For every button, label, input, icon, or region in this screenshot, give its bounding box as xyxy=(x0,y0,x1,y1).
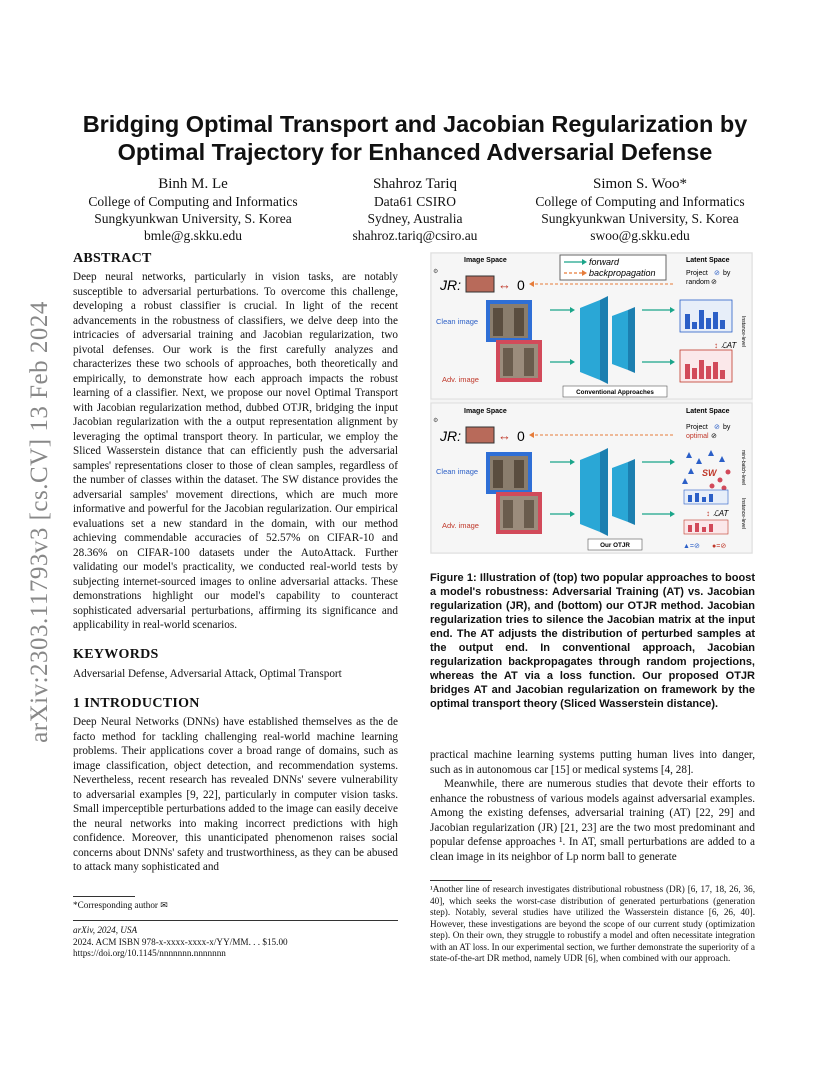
svg-text:⊘: ⊘ xyxy=(714,424,720,431)
sw-label: SW xyxy=(702,468,717,478)
keywords-text: Adversarial Defense, Adversarial Attack, Optimal Transport xyxy=(73,667,342,680)
footnote-rule-right xyxy=(430,880,492,881)
figure-1 xyxy=(430,252,753,554)
author-2: Shahroz Tariq Data61 CSIRO Sydney, Australia shahroz.tariq@csiro.au xyxy=(352,176,478,243)
svg-text:by: by xyxy=(723,270,731,277)
bottom-instance-level: Instance-level xyxy=(740,498,746,529)
bottom-gear-icon: ⚙ xyxy=(433,418,439,424)
top-encoder-block-1 xyxy=(580,300,600,380)
svg-text:optimal: optimal xyxy=(686,433,709,440)
svg-text:▲=⊘: ▲=⊘ xyxy=(683,543,700,550)
top-lat-label: ℒAT xyxy=(721,341,737,350)
bottom-jr-label: JR: xyxy=(440,428,461,444)
top-arrow-icon: ↔ xyxy=(498,277,511,292)
top-encoder-block-2 xyxy=(612,310,628,370)
bottom-adv-label: Adv. image xyxy=(442,521,479,530)
right-paragraph-2: Meanwhile, there are numerous studies that devote their efforts to enhance the robustness of various models against adversarial examples. Among the existing defenses, adversarial training (AT) [22, 29] and Jacobian regularization (JR) [21, 23] are the two most predominant and popular defense approaches ¹. In AT, small perturbations are added to a clean image in its neighbor of Lp norm ball to generate xyxy=(430,778,755,863)
keywords-heading: KEYWORDS xyxy=(73,646,159,662)
svg-text:⊘: ⊘ xyxy=(714,270,720,277)
top-project-random-text-1: Project xyxy=(686,270,708,277)
acm-footer: arXiv, 2024, USA 2024. ACM ISBN 978-x-xxxx-xxxx-x/YY/MM. . . $15.00 https://doi.org/10.1145/nnnnnnn.nnnnnnn xyxy=(73,925,288,958)
bottom-encoder-block-1 xyxy=(580,452,600,532)
footnote-1: ¹Another line of research investigates distributional robustness (DR) [6, 17, 18, 26, 36, 40], which seeks the worst-case distribution of generated perturbations (generation step). Notably, several studies have utilized the Wasserstein distance [6, 26, 40]. However, these investigations are beyond the scope of our current study (optimization step). On their own, they struggle to robustify a model and often necessitate integration with an AT loss. In our experimental section, we further demonstrate the superiority of a state-of-the-art DR method, namely UDR [6], when combined with our approach. xyxy=(430,884,755,963)
bottom-zero: 0 xyxy=(517,428,525,444)
top-image-space-label: Image Space xyxy=(464,257,507,264)
corresponding-note: *Corresponding author ✉ xyxy=(73,900,168,910)
svg-text:↕: ↕ xyxy=(706,509,710,518)
bottom-latent-space-label: Latent Space xyxy=(686,408,730,415)
figure-caption: Figure 1: Illustration of (top) two popular approaches to boost a model's robustness: Adversarial Training (AT) vs. Jacobian regularization (JR), and (bottom) our OTJR method. Jacobian regularization tries to silence the Jacobian matrix at the input end. The AT adjusts the distribution of perturbed samples at the output end. In conventional approach, Jacobian regularization backpropagates through random projections, whereas the AT via a loss function. Our proposed OTJR bridges AT and Jacobian regularization on framework by the optimal transport theory (Sliced Wasserstein distance). xyxy=(430,572,755,710)
right-column xyxy=(430,748,755,864)
right-paragraph-1: practical machine learning systems putting human lives into danger, such as in autonomous car [15] or medical systems [4, 28]. xyxy=(430,749,755,776)
top-latent-space-label: Latent Space xyxy=(686,257,730,264)
bottom-image-space-label: Image Space xyxy=(464,408,507,415)
top-jacobian-matrix xyxy=(466,276,494,292)
abstract-heading: ABSTRACT xyxy=(73,251,152,266)
bottom-clean-label: Clean image xyxy=(436,467,479,476)
bottom-lat-label: ℒAT xyxy=(713,509,729,518)
svg-text:⊘: ⊘ xyxy=(711,279,717,286)
top-jr-label: JR: xyxy=(440,277,461,293)
footnote-rule xyxy=(73,896,135,897)
bottom-jacobian-matrix xyxy=(466,427,494,443)
intro-heading: 1 INTRODUCTION xyxy=(73,696,200,711)
svg-text:↕: ↕ xyxy=(714,341,718,350)
author-3: Simon S. Woo* College of Computing and Informatics Sungkyunkwan University, S. Korea swoo@g.skku.edu xyxy=(535,176,745,243)
conventional-label: Conventional Approaches xyxy=(576,389,654,396)
intro-text: Deep Neural Networks (DNNs) have established themselves as the de facto method for tackling challenging real-world machine learning problems. Their applications cover a broad range of domains, such as image classification, object detection, and recommendation systems. Nevertheless, recent research has revealed DNNs' severe vulnerability to adversarial examples [9, 22], particularly in computer vision tasks. Small imperceptible perturbations added to the image can easily deceive the neural networks into making incorrect predictions with high confidence. Moreover, this unanticipated phenomenon raises social concerns about DNNs' safety and trustworthiness, as they can be abused to attack many sophisticated and xyxy=(73,716,398,873)
svg-text:by: by xyxy=(723,424,731,431)
abstract-text: Deep neural networks, particularly in vision tasks, are notably susceptible to adversarial perturbations. To overcome this challenge, developing a robust classifier is crucial. In light of the recent advancements in the robustness of classifiers, we delve deep into the intricacies of adversarial training and Jacobian regularization, two pivotal defenses. Our work is the first carefully analyzes and characterizes these two schools of approaches, both theoretically and empirically, to demonstrate how each approach impacts the robust learning of a classifier. Next, we propose our novel Optimal Transport with Jacobian regularization method, dubbed OTJR, bridging the input Jacobian regularization with the a output representation alignment by leveraging the optimal transport theory. In particular, we employ the Sliced Wasserstein distance that can efficiently push the adversarial samples' representations closer to those of clean samples, regardless of the number of classes within the dataset. The SW distance provides the adversarial samples' movement directions, which are much more informative and powerful for the Jacobian regularization. Our empirical evaluations set a new standard in the domain, with our method achieving commendable accuracies of 52.57% on CIFAR-10 and 28.36% on CIFAR-100 datasets under the AutoAttack. Further validating our model's practicality, we conducted real-world tests by subjecting internet-sourced images to online adversarial attacks. These demonstrations highlight our model's capability to counteract sophisticated adversarial perturbations, affirming its significance and applicability in real-world scenarios. xyxy=(73,271,398,631)
top-zero: 0 xyxy=(517,277,525,293)
paper-title: Bridging Optimal Transport and Jacobian Regularization by Optimal Trajectory for Enhanced Adversarial Defense xyxy=(82,111,748,165)
mini-batch-level: mini-batch-level xyxy=(740,450,746,486)
top-clean-label: Clean image xyxy=(436,317,479,326)
top-instance-level: Instance-level xyxy=(740,316,746,347)
bottom-arrow-icon: ↔ xyxy=(498,428,511,443)
svg-text:●=⊘: ●=⊘ xyxy=(712,543,727,550)
arxiv-identifier: arXiv:2303.11793v3 [cs.CV] 13 Feb 2024 xyxy=(26,301,53,743)
footer-rule xyxy=(73,920,398,921)
svg-text:⊘: ⊘ xyxy=(711,433,717,440)
left-column xyxy=(73,251,398,875)
top-gear-icon: ⚙ xyxy=(433,269,439,275)
forward-label: forward xyxy=(589,257,620,267)
author-1: Binh M. Le College of Computing and Informatics Sungkyunkwan University, S. Korea bmle@g.skku.edu xyxy=(88,176,298,243)
figure-1-diagram xyxy=(430,252,753,554)
top-adv-label: Adv. image xyxy=(442,375,479,384)
otjr-label: Our OTJR xyxy=(600,542,630,549)
svg-text:random: random xyxy=(686,279,710,286)
backprop-label: backpropagation xyxy=(589,268,656,278)
bottom-encoder-block-2 xyxy=(612,462,628,522)
bottom-project-optimal-text-1: Project xyxy=(686,424,708,431)
